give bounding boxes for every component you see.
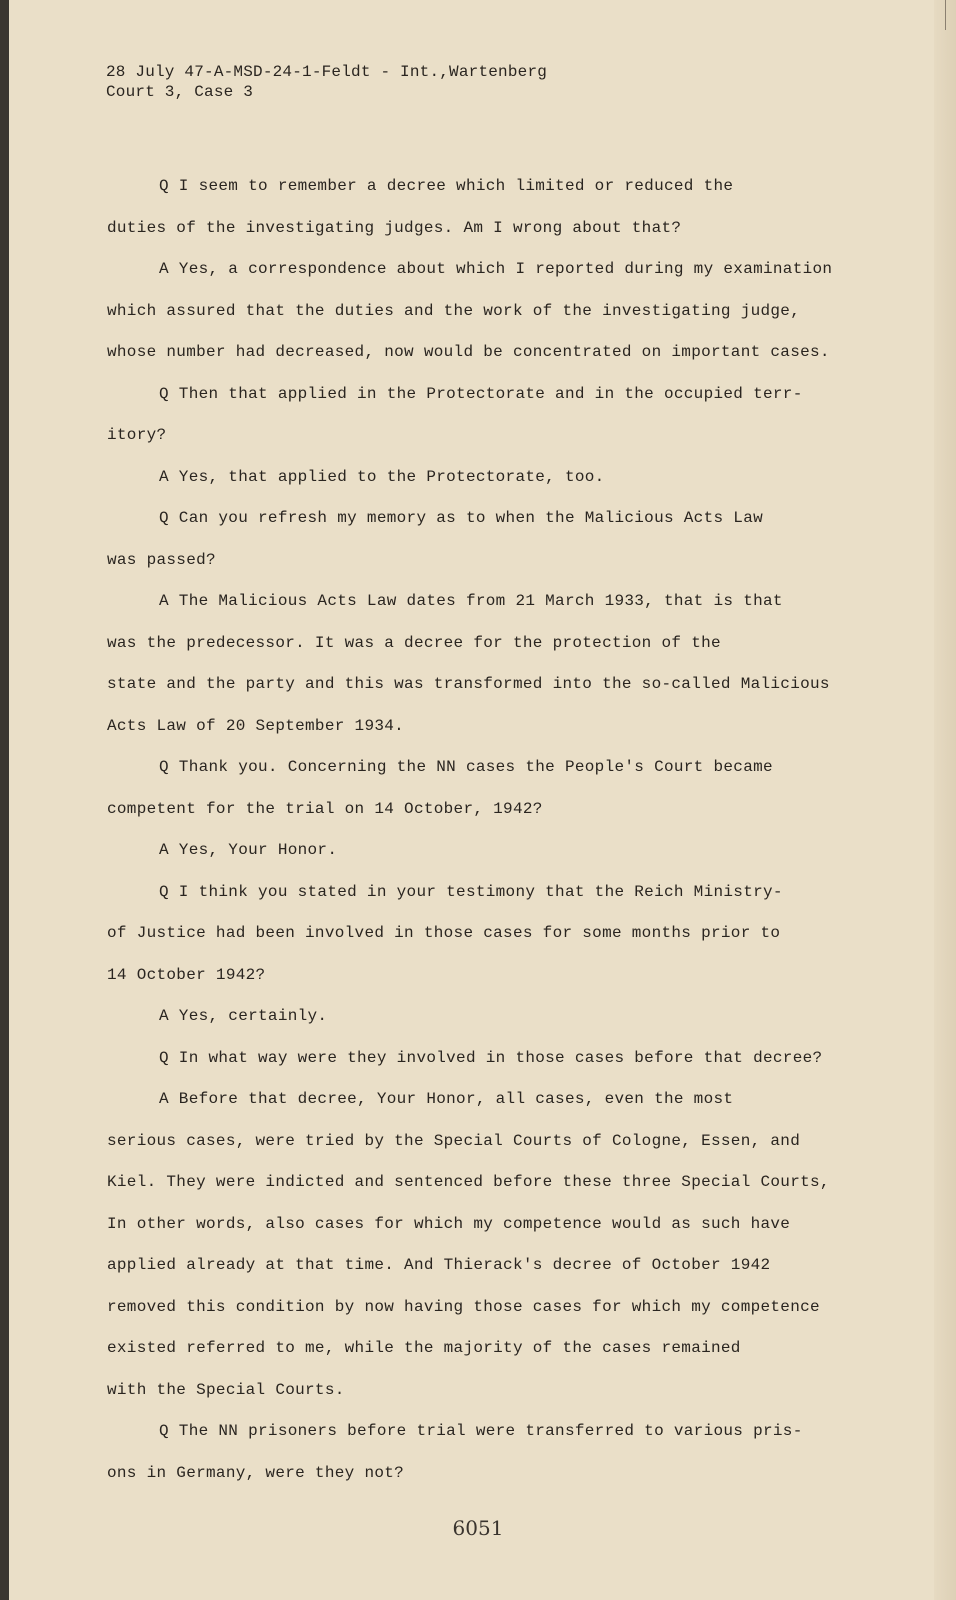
header-line-2: Court 3, Case 3: [106, 83, 254, 101]
transcript-line: A Yes, a correspondence about which I reported during my examination: [159, 260, 833, 278]
transcript-line: Q Then that applied in the Protectorate and in the occupied terr-: [159, 384, 803, 403]
transcript-line: Acts Law of 20 September 1934.: [107, 716, 405, 735]
transcript-line: existed referred to me, while the majority of the cases remained: [107, 1339, 741, 1357]
transcript-line: ons in Germany, were they not?: [107, 1463, 405, 1482]
transcript-line: competent for the trial on 14 October, 1942?: [107, 799, 543, 818]
transcript-line: itory?: [107, 426, 167, 444]
transcript-line: A The Malicious Acts Law dates from 21 March 1933, that is that: [159, 592, 783, 610]
transcript-line: whose number had decreased, now would be concentrated on important cases.: [107, 343, 830, 361]
scan-left-edge: [0, 0, 9, 1600]
transcript-line: A Before that decree, Your Honor, all cases, even the most: [159, 1090, 734, 1108]
transcript-line: was the predecessor. It was a decree for the protection of the: [107, 633, 721, 652]
scan-right-tick: [945, 0, 946, 30]
transcript-line: A Yes, Your Honor.: [159, 841, 338, 859]
transcript-line: A Yes, certainly.: [159, 1007, 328, 1025]
transcript-line: duties of the investigating judges. Am I wrong about that?: [107, 218, 682, 237]
transcript-line: Q I seem to remember a decree which limited or reduced the: [159, 177, 734, 195]
header-line-1: 28 July 47-A-MSD-24-1-Feldt - Int.,Wartenberg: [106, 63, 548, 81]
transcript-line: Q The NN prisoners before trial were transferred to various pris-: [159, 1422, 803, 1440]
transcript-line: Kiel. They were indicted and sentenced before these three Special Courts,: [107, 1173, 830, 1191]
transcript-line: Q Can you refresh my memory as to when the Malicious Acts Law: [159, 509, 763, 527]
transcript-line: 14 October 1942?: [107, 965, 266, 984]
transcript-body: [107, 166, 877, 1494]
scan-right-edge: [934, 0, 956, 1600]
transcript-line: which assured that the duties and the work of the investigating judge,: [107, 301, 801, 320]
transcript-line: serious cases, were tried by the Special Courts of Cologne, Essen, and: [107, 1131, 801, 1150]
transcript-line: applied already at that time. And Thierack's decree of October 1942: [107, 1256, 771, 1274]
page-number: 6051: [452, 1516, 504, 1540]
transcript-line: was passed?: [107, 550, 216, 569]
transcript-line: Q Thank you. Concerning the NN cases the People's Court became: [159, 758, 773, 776]
transcript-line: Q I think you stated in your testimony that the Reich Ministry-: [159, 882, 783, 901]
transcript-line: state and the party and this was transformed into the so-called Malicious: [107, 675, 830, 693]
transcript-line: In other words, also cases for which my competence would as such have: [107, 1214, 791, 1233]
transcript-line: A Yes, that applied to the Protectorate, too.: [159, 467, 605, 486]
transcript-line: with the Special Courts.: [107, 1380, 345, 1399]
transcript-line: of Justice had been involved in those cases for some months prior to: [107, 924, 781, 942]
document-header: [106, 62, 547, 102]
transcript-line: Q In what way were they involved in those cases before that decree?: [159, 1048, 823, 1067]
transcript-line: removed this condition by now having those cases for which my competence: [107, 1297, 820, 1316]
